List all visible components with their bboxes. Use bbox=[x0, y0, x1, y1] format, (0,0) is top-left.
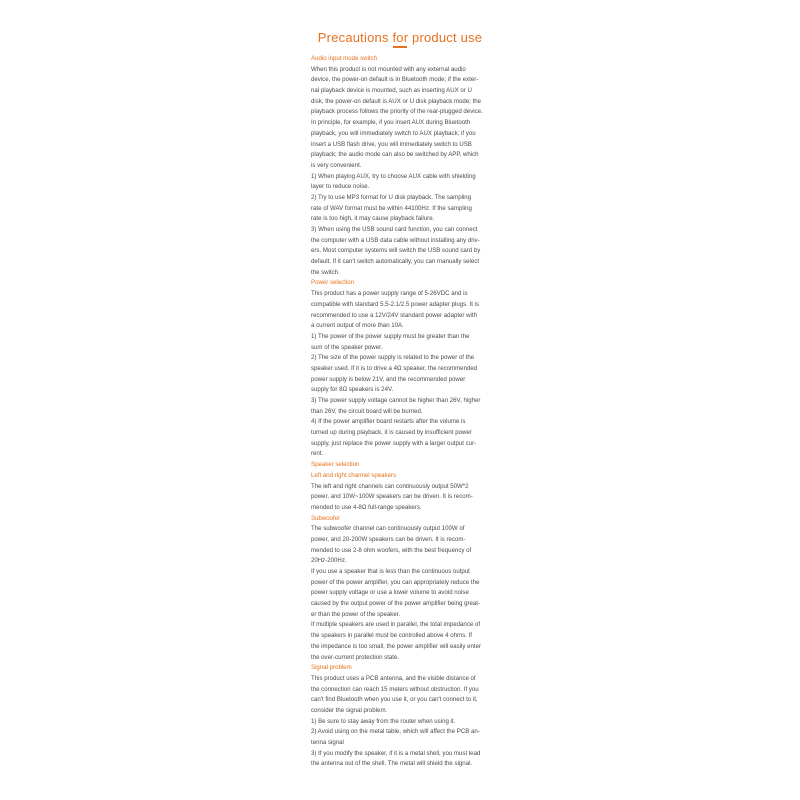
body-text-line: 4) If the power amplifier board restarts after the volume is bbox=[311, 418, 466, 426]
body-text-line: In principle, for example, if you insert AUX during Bluetooth bbox=[311, 119, 471, 127]
body-text-line: 1) The power of the power supply must be greater than the bbox=[311, 332, 470, 340]
body-text-line: default. If it can't switch automatically, you can manually select bbox=[311, 258, 480, 266]
body-text-line: caused by the output power of the power amplifier being great- bbox=[311, 600, 481, 608]
body-text-line: 2) Try to use MP3 format for U disk playback. The sampling bbox=[311, 193, 472, 201]
body-text-line: 2) The size of the power supply is related to the power of the bbox=[311, 354, 475, 362]
body-text-line: compatible with standard 5.5-2.1/2.5 power adapter plugs. It is bbox=[311, 300, 480, 308]
body-text-line: can't find Bluetooth when you use it, or you can't connect to it, bbox=[311, 696, 478, 704]
body-text-line: 3) If you modify the speaker, if it is a metal shell, you must lead bbox=[311, 749, 481, 757]
body-text-line: mended to use 4-8Ω full-range speakers. bbox=[311, 503, 422, 511]
body-text-line: the speakers in parallel must be controlled above 4 ohms. If bbox=[311, 632, 472, 640]
section-heading: Power selection bbox=[311, 279, 355, 287]
body-text-line: 3) When using the USB sound card function, you can connect bbox=[311, 226, 478, 233]
body-text-line: This product uses a PCB antenna, and the visible distance of bbox=[311, 674, 476, 682]
precautions-text bbox=[311, 54, 501, 770]
section-heading: Subwoofer bbox=[311, 514, 341, 522]
body-text-line: insert a USB flash drive, you will immediately switch to USB bbox=[311, 140, 472, 148]
body-text-line: supply for 8Ω speakers is 24V. bbox=[311, 386, 394, 394]
body-text-line: rent. bbox=[311, 450, 324, 458]
body-text-line: supply, just replace the power supply with a larger output cur- bbox=[311, 439, 477, 447]
section-heading: Signal problem bbox=[311, 664, 352, 672]
body-text-line: power supply voltage or use a lower volume to avoid noise bbox=[311, 589, 469, 597]
body-text-line: sum of the speaker power. bbox=[311, 343, 383, 351]
body-text-line: This product has a power supply range of 5-26VDC and is bbox=[311, 290, 468, 298]
body-text-line: tenna signal bbox=[311, 739, 344, 746]
body-text-line: speaker used. If it is to drive a 4Ω speaker, the recommended bbox=[311, 364, 478, 372]
body-text-line: rate of WAV format must be within 44100Hz. If the sampling bbox=[311, 204, 472, 212]
body-text-line: 20Hz-200Hz. bbox=[311, 557, 347, 565]
body-text-line: power, and 10W~100W speakers can be driven. It is recom- bbox=[311, 493, 473, 501]
body-text-line: rate is too high, it may cause playback failure. bbox=[311, 215, 435, 223]
body-text-line: device, the power-on default is in Bluetooth mode; if the exter- bbox=[311, 76, 479, 84]
body-text-line: power, and 20-200W speakers can be driven. It is recom- bbox=[311, 535, 466, 543]
body-text-line: ers. Most computer systems will switch the USB sound card by bbox=[311, 247, 481, 255]
title-underline bbox=[393, 46, 407, 48]
body-text-line: The left and right channels can continuously output 50W*2 bbox=[311, 482, 469, 490]
body-text-line: turned up during playback, it is caused by insufficient power bbox=[311, 429, 472, 437]
body-text-line: recommended to use a 12V/24V standard power adapter with bbox=[311, 311, 477, 319]
body-text-line: the impedance is too small, the power amplifier will easily enter bbox=[311, 642, 482, 650]
body-text-line: layer to reduce noise. bbox=[311, 183, 370, 191]
body-text-line: a current output of more than 10A. bbox=[311, 322, 404, 330]
body-text-line: If you use a speaker that is less than the continuous output bbox=[311, 568, 470, 575]
body-text-line: 2) Avoid using on the metal table, which will affect the PCB an- bbox=[311, 728, 480, 736]
body-text-line: power of the power amplifier, you can appropriately reduce the bbox=[311, 578, 480, 586]
body-text-line: playback; the audio mode can also be switched by APP, which bbox=[311, 151, 479, 159]
body-text-line: If multiple speakers are used in parallel, the total impedance of bbox=[311, 621, 481, 629]
body-text-line: 3) The power supply voltage cannot be higher than 26V, higher bbox=[311, 397, 481, 404]
body-text-line: the computer with a USB data cable without installing any driv- bbox=[311, 236, 480, 244]
body-text-line: is very convenient. bbox=[311, 161, 362, 169]
section-heading: Audio input mode switch bbox=[311, 55, 378, 62]
body-text-line: When this product is not mounted with any external audio bbox=[311, 65, 466, 73]
body-text-line: playback, you will immediately switch to AUX playback; if you bbox=[311, 129, 476, 137]
body-text-line: than 26V, the circuit board will be burned. bbox=[311, 407, 423, 415]
body-text-line: the connection can reach 15 meters without obstruction. If you bbox=[311, 685, 479, 693]
page-title: Precautions for product use bbox=[317, 30, 483, 45]
body-text-line: mended to use 2-8 ohm woofers, with the best frequency of bbox=[311, 546, 472, 554]
body-text-line: the switch. bbox=[311, 268, 340, 276]
body-text-line: 1) Be sure to stay away from the router when using it. bbox=[311, 717, 456, 725]
section-heading: Left and right channel speakers bbox=[311, 471, 397, 479]
body-text-line: er than the power of the speaker. bbox=[311, 610, 401, 618]
body-text-line: disk, the power-on default is AUX or U disk playback mode; the bbox=[311, 97, 482, 105]
body-text-line: consider the signal problem. bbox=[311, 706, 388, 714]
body-text-line: nal playback device is mounted, such as inserting AUX or U bbox=[311, 87, 472, 95]
body-text-line: playback process follows the priority of the rear-plugged device. bbox=[311, 108, 483, 116]
body-text-line: power supply is below 21V, and the recommended power bbox=[311, 375, 466, 383]
body-text-line: the over-current protection state. bbox=[311, 653, 400, 661]
body-text-line: 1) When playing AUX, try to choose AUX cable with shielding bbox=[311, 172, 476, 180]
section-heading: Speaker selection bbox=[311, 461, 360, 469]
body-text-line: The subwoofer channel can continuously output 100W of bbox=[311, 525, 465, 533]
body-text-line: the antenna out of the shell. The metal will shield the signal. bbox=[311, 760, 473, 768]
